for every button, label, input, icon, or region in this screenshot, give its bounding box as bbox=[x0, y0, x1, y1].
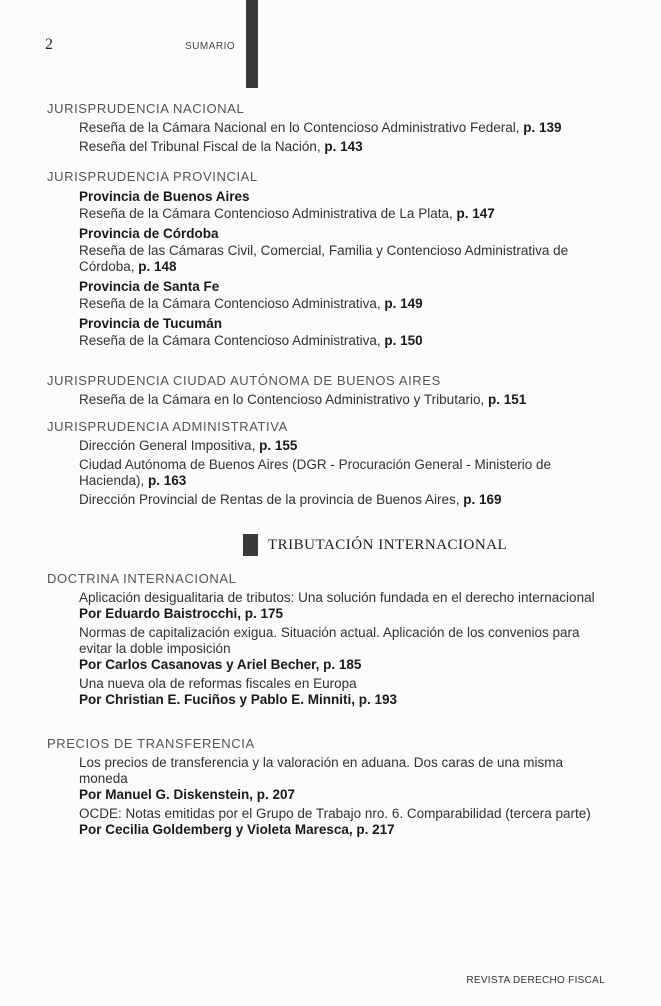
section-jurisprudencia-provincial bbox=[47, 168, 601, 352]
page-number: 2 bbox=[45, 36, 53, 53]
section-title: JURISPRUDENCIA ADMINISTRATIVA bbox=[47, 419, 288, 434]
province-heading: Provincia de Córdoba bbox=[79, 226, 219, 241]
province-heading: Provincia de Buenos Aires bbox=[79, 189, 250, 204]
article-entry[interactable] bbox=[79, 590, 601, 622]
chapter-title: TRIBUTACIÓN INTERNACIONAL bbox=[268, 536, 508, 553]
running-footer: REVISTA DERECHO FISCAL bbox=[466, 975, 605, 986]
toc-entry[interactable]: Dirección Provincial de Rentas de la provincia de Buenos Aires, p. 169 bbox=[79, 492, 502, 507]
article-entry[interactable] bbox=[79, 755, 601, 803]
spine-bar bbox=[246, 0, 258, 88]
toc-entry[interactable]: Reseña del Tribunal Fiscal de la Nación, p. 143 bbox=[79, 139, 363, 154]
section-title: PRECIOS DE TRANSFERENCIA bbox=[47, 736, 255, 751]
article-title: Normas de capitalización exigua. Situación actual. Aplicación de los convenios para evitar la doble imposición bbox=[79, 625, 580, 656]
section-title: JURISPRUDENCIA NACIONAL bbox=[47, 101, 245, 116]
section-title: JURISPRUDENCIA CIUDAD AUTÓNOMA DE BUENOS AIRES bbox=[47, 373, 441, 388]
article-author: Por Manuel G. Diskenstein, p. 207 bbox=[79, 787, 296, 802]
toc-entry[interactable]: Ciudad Autónoma de Buenos Aires (DGR - Procuración General - Ministerio de Hacienda), p. 163 bbox=[79, 457, 551, 488]
section-jurisprudencia-caba bbox=[47, 372, 601, 411]
article-entry[interactable] bbox=[79, 806, 601, 838]
toc-entry[interactable]: Reseña de la Cámara Contencioso Administrativa, p. 149 bbox=[79, 296, 423, 311]
toc-entry[interactable]: Reseña de las Cámaras Civil, Comercial, Familia y Contencioso Administrativa de Córdoba, p. 148 bbox=[79, 243, 569, 274]
chapter-band bbox=[243, 534, 507, 556]
toc-entry[interactable]: Dirección General Impositiva, p. 155 bbox=[79, 438, 298, 453]
toc-entry[interactable]: Reseña de la Cámara Contencioso Administrativa de La Plata, p. 147 bbox=[79, 206, 495, 221]
article-author: Por Cecilia Goldemberg y Violeta Maresca, p. 217 bbox=[79, 822, 395, 837]
article-title: Una nueva ola de reformas fiscales en Europa bbox=[79, 676, 357, 691]
article-author: Por Carlos Casanovas y Ariel Becher, p. 185 bbox=[79, 657, 362, 672]
article-title: Aplicación desigualitaria de tributos: Una solución fundada en el derecho internacional bbox=[79, 590, 595, 605]
article-entry[interactable] bbox=[79, 625, 601, 673]
article-author: Por Eduardo Baistrocchi, p. 175 bbox=[79, 606, 284, 621]
running-header: SUMARIO bbox=[185, 41, 236, 52]
province-heading: Provincia de Tucumán bbox=[79, 316, 223, 331]
section-doctrina-internacional bbox=[47, 570, 601, 711]
article-author: Por Christian E. Fuciños y Pablo E. Minniti, p. 193 bbox=[79, 692, 398, 707]
toc-entry[interactable]: Reseña de la Cámara Nacional en lo Contencioso Administrativo Federal, p. 139 bbox=[79, 120, 562, 135]
toc-entry[interactable]: Reseña de la Cámara Contencioso Administrativa, p. 150 bbox=[79, 333, 423, 348]
article-title: Los precios de transferencia y la valoración en aduana. Dos caras de una misma moneda bbox=[79, 755, 564, 786]
toc-entry[interactable]: Reseña de la Cámara en lo Contencioso Administrativo y Tributario, p. 151 bbox=[79, 392, 527, 407]
section-precios-transferencia bbox=[47, 735, 601, 841]
province-heading: Provincia de Santa Fe bbox=[79, 279, 220, 294]
section-jurisprudencia-administrativa bbox=[47, 418, 601, 511]
band-marker bbox=[243, 534, 258, 556]
article-entry[interactable] bbox=[79, 676, 601, 708]
section-title: JURISPRUDENCIA PROVINCIAL bbox=[47, 169, 258, 184]
article-title: OCDE: Notas emitidas por el Grupo de Trabajo nro. 6. Comparabilidad (tercera parte) bbox=[79, 806, 591, 821]
section-jurisprudencia-nacional bbox=[47, 100, 601, 158]
section-title: DOCTRINA INTERNACIONAL bbox=[47, 571, 237, 586]
